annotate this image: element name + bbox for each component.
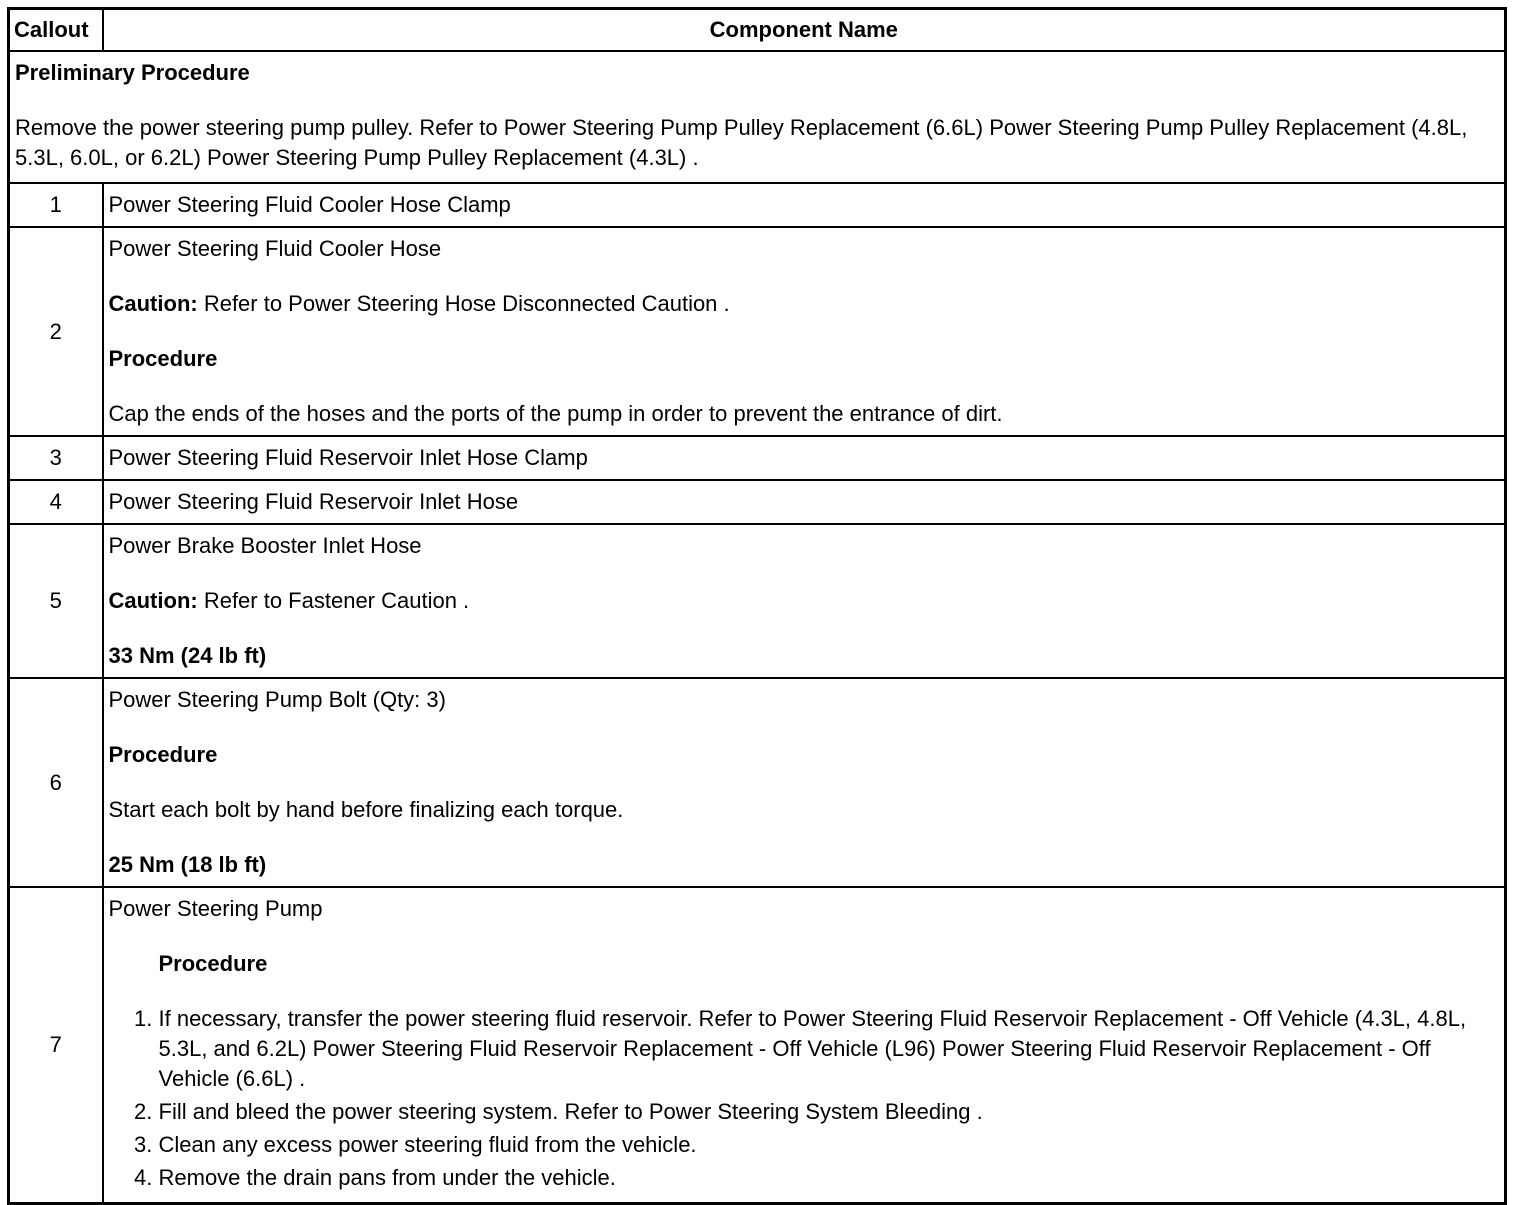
component-name: Power Steering Fluid Reservoir Inlet Hose Clamp [103,436,1506,480]
procedure-steps-list [109,1004,1499,1193]
component-name: Power Steering Fluid Cooler Hose Clamp [103,183,1506,227]
component-cell [103,524,1506,678]
callout-number: 5 [9,524,103,678]
callout-number: 6 [9,678,103,887]
callout-number: 7 [9,887,103,1204]
procedure-label: Procedure [108,346,218,371]
preliminary-procedure-text: Remove the power steering pump pulley. Refer to Power Steering Pump Pulley Replacement (6.6L) Power Steering Pump Pulley Replacement (4.8L, 5.3L, 6.0L, or 6.2L) Power Steering Pump Pulley Replacement (4.3L) . [15,115,1468,170]
component-cell [103,678,1506,887]
table-row [9,524,1506,678]
callout-number: 1 [9,183,103,227]
component-name: Power Steering Pump [108,896,323,921]
table-row [9,887,1506,1204]
caution-link-text[interactable]: Refer to Power Steering Hose Disconnected Caution . [197,291,730,316]
procedure-step: 3. Clean any excess power steering fluid from the vehicle. [159,1130,1499,1160]
torque-spec: 25 Nm (18 lb ft) [108,852,267,877]
procedure-label: Procedure [158,951,268,976]
procedure-step: 4. Remove the drain pans from under the vehicle. [159,1163,1499,1193]
preliminary-procedure-title: Preliminary Procedure [15,60,250,85]
procedure-text: Start each bolt by hand before finalizing each torque. [108,797,624,822]
table-row [9,678,1506,887]
component-name-column-header: Component Name [103,9,1506,52]
table-row [9,183,1506,227]
table-row [9,227,1506,436]
component-name: Power Steering Pump Bolt (Qty: 3) [108,687,446,712]
component-name: Power Steering Fluid Reservoir Inlet Hose [103,480,1506,524]
callout-number: 3 [9,436,103,480]
preliminary-procedure-row [9,51,1506,183]
table-header-row [9,9,1506,52]
procedure-label: Procedure [108,742,218,767]
torque-spec: 33 Nm (24 lb ft) [108,643,267,668]
caution-link-text[interactable]: Refer to Fastener Caution . [197,588,470,613]
caution-note [109,586,1499,616]
caution-label: Caution: [108,588,198,613]
callout-column-header: Callout [9,9,103,52]
caution-note [109,289,1499,319]
table-row [9,480,1506,524]
preliminary-procedure-cell [9,51,1506,183]
component-name: Power Brake Booster Inlet Hose [108,533,422,558]
procedure-step: 1. If necessary, transfer the power steering fluid reservoir. Refer to Power Steering Fluid Reservoir Replacement - Off Vehicle (4.3L, 4.8L, 5.3L, and 6.2L) Power Steering Fluid Reservoir Replacement - Off Vehicle (L96) Power Steering Fluid Reservoir Replacement - Off Vehicle (6.6L) . [159,1004,1499,1094]
callout-number: 2 [9,227,103,436]
callout-number: 4 [9,480,103,524]
component-cell [103,887,1506,1204]
component-table [7,7,1507,1205]
procedure-text: Cap the ends of the hoses and the ports of the pump in order to prevent the entrance of dirt. [108,401,1003,426]
component-name: Power Steering Fluid Cooler Hose [108,236,442,261]
caution-label: Caution: [108,291,198,316]
procedure-step: 2. Fill and bleed the power steering system. Refer to Power Steering System Bleeding . [159,1097,1499,1127]
table-row [9,436,1506,480]
component-cell [103,227,1506,436]
